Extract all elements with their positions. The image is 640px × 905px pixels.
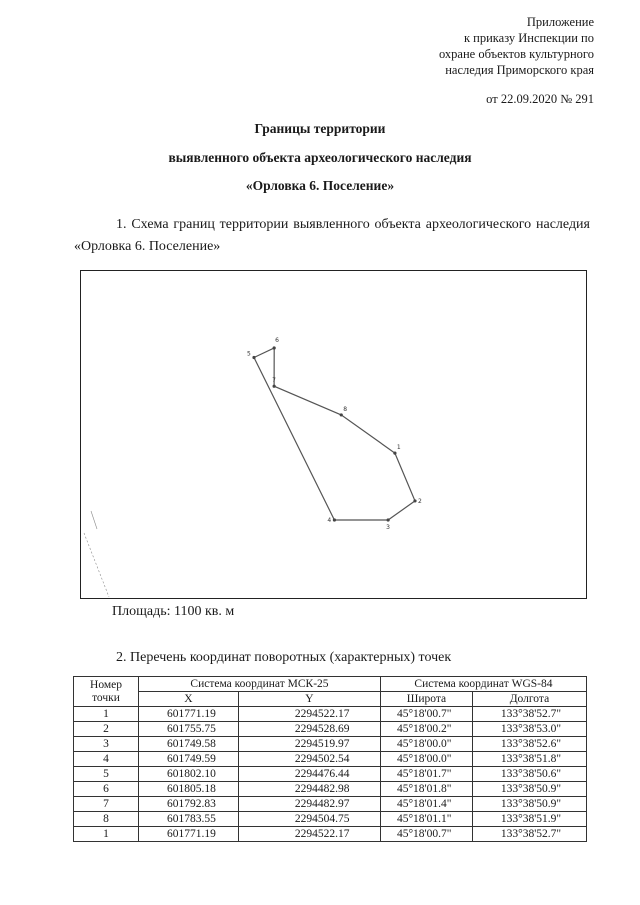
boundary-point-marker [413,499,416,502]
document-title-line-3: «Орловка 6. Поселение» [245,178,395,193]
x-cell: 601749.59 [139,752,239,767]
y-cell: 2294476.44 [238,767,380,782]
appendix-line: охране объектов культурного [438,47,594,61]
x-cell: 601802.10 [139,767,239,782]
latitude-cell: 45°18'00.2" [380,722,472,737]
latitude-cell: 45°18'01.8" [380,782,472,797]
point-number-cell: 6 [74,782,139,797]
document-title-line-1: Границы территории [254,121,386,136]
y-cell: 2294502.54 [238,752,380,767]
y-cell: 2294482.97 [238,797,380,812]
boundary-point-label: 4 [327,516,332,524]
boundary-point-marker [340,413,343,416]
y-cell: 2294482.98 [238,782,380,797]
boundary-point-marker [393,452,396,455]
point-number-cell: 2 [74,722,139,737]
table-row [74,752,587,767]
latitude-cell: 45°18'01.4" [380,797,472,812]
point-number-cell: 3 [74,737,139,752]
table-row [74,827,587,842]
point-number-cell: 7 [74,797,139,812]
point-number-cell: 1 [74,827,139,842]
latitude-cell: 45°18'01.1" [380,812,472,827]
y-cell: 2294528.69 [238,722,380,737]
y-cell: 2294522.17 [238,827,380,842]
header-latitude: Широта [380,692,472,707]
boundary-point-marker [333,518,336,521]
header-wgs84: Система координат WGS-84 [380,677,586,692]
boundary-polygon [254,348,415,520]
header-point-number [74,677,139,707]
appendix-line: к приказу Инспекции по [463,31,594,45]
boundary-point-marker [273,346,276,349]
boundary-point-marker [273,385,276,388]
x-cell: 601771.19 [139,827,239,842]
longitude-cell: 133°38'52.7" [472,827,586,842]
appendix-block [354,14,594,78]
appendix-line: Приложение [526,15,594,29]
section-1-text: 1. Схема границ территории выявленного объекта археологического наследия «Орловка 6. Поселение» [74,217,590,254]
point-number-cell: 5 [74,767,139,782]
y-cell: 2294519.97 [238,737,380,752]
x-cell: 601755.75 [139,722,239,737]
scan-artifact-line [91,511,97,529]
longitude-cell: 133°38'50.6" [472,767,586,782]
x-cell: 601805.18 [139,782,239,797]
longitude-cell: 133°38'53.0" [472,722,586,737]
boundary-point-label: 1 [396,444,401,452]
appendix-line: наследия Приморского края [445,63,594,77]
boundary-point-label: 7 [272,377,276,385]
point-number-cell: 4 [74,752,139,767]
boundary-point-label: 5 [247,350,251,358]
boundary-point-marker [252,356,255,359]
coordinates-table [73,676,587,842]
boundary-point-label: 2 [418,497,422,505]
x-cell: 601771.19 [139,707,239,722]
header-msk25: Система координат МСК-25 [139,677,381,692]
latitude-cell: 45°18'00.0" [380,752,472,767]
table-row [74,737,587,752]
header-point-line: Номер [90,678,122,691]
boundary-scheme-drawing [81,271,588,600]
longitude-cell: 133°38'50.9" [472,782,586,797]
longitude-cell: 133°38'50.9" [472,797,586,812]
y-cell: 2294504.75 [238,812,380,827]
y-cell: 2294522.17 [238,707,380,722]
boundary-point-label: 8 [343,405,348,413]
x-cell: 601749.58 [139,737,239,752]
latitude-cell: 45°18'00.7" [380,707,472,722]
boundary-scheme [80,270,587,599]
longitude-cell: 133°38'52.7" [472,707,586,722]
section-2-heading: 2. Перечень координат поворотных (характерных) точек [116,650,452,665]
latitude-cell: 45°18'00.0" [380,737,472,752]
longitude-cell: 133°38'52.6" [472,737,586,752]
header-point-line: точки [92,691,120,704]
longitude-cell: 133°38'51.9" [472,812,586,827]
header-x: X [139,692,239,707]
order-date: от 22.09.2020 № 291 [486,92,594,106]
table-row [74,797,587,812]
table-row [74,812,587,827]
table-row [74,782,587,797]
longitude-cell: 133°38'51.8" [472,752,586,767]
header-longitude: Долгота [472,692,586,707]
latitude-cell: 45°18'01.7" [380,767,472,782]
boundary-point-label: 6 [275,337,279,344]
point-number-cell: 8 [74,812,139,827]
table-row [74,767,587,782]
header-y: Y [238,692,380,707]
x-cell: 601783.55 [139,812,239,827]
x-cell: 601792.83 [139,797,239,812]
area-text: Площадь: 1100 кв. м [112,604,235,619]
table-row [74,707,587,722]
boundary-point-label: 3 [386,524,390,531]
latitude-cell: 45°18'00.7" [380,827,472,842]
document-title-line-2: выявленного объекта археологического наследия [168,150,472,165]
point-number-cell: 1 [74,707,139,722]
table-row [74,722,587,737]
scan-artifact-line [84,533,109,597]
boundary-point-marker [387,518,390,521]
